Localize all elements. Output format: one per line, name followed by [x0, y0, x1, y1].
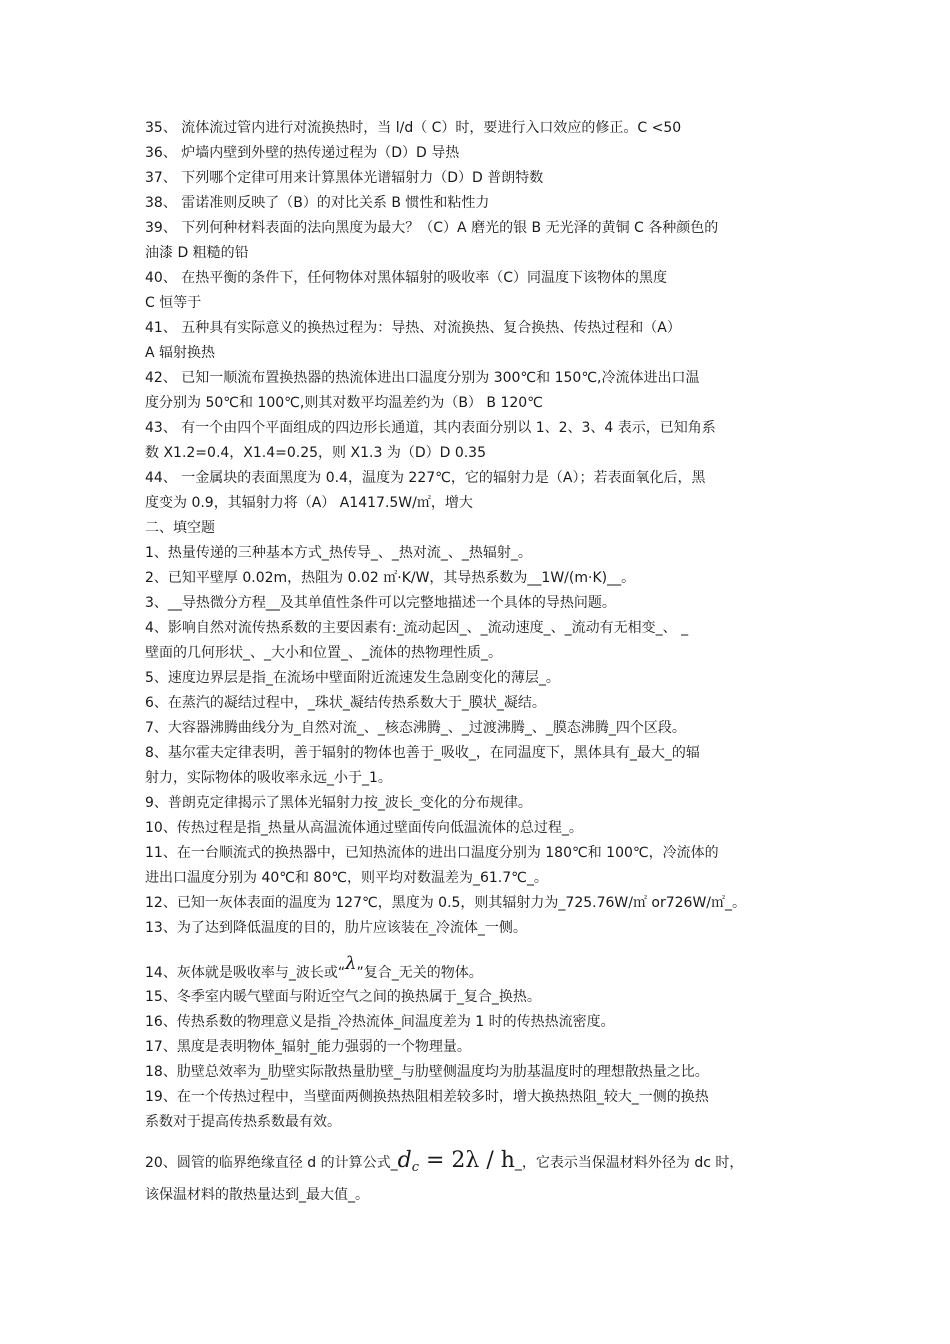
formula — [398, 1148, 515, 1173]
text-line: 8、基尔霍夫定律表明，善于辐射的物体也善于_吸收_，在同温度下，黑体具有_最大_的辐 — [145, 745, 700, 761]
text-line-formula — [145, 1141, 807, 1181]
text-line: 4、影响自然对流传热系数的主要因素有:_流动起因_、_流动速度_、_流动有无相变_、 _ — [145, 620, 689, 636]
lambda-symbol: λ — [345, 953, 357, 974]
text-line: 12、已知一灰体表面的温度为 127℃，黑度为 0.5，则其辐射力为_725.76W/㎡ or726W/㎡_。 — [145, 895, 747, 911]
section-heading: 二、填空题 — [145, 520, 215, 536]
text-line: 15、冬季室内暖气壁面与附近空气之间的换热属于_复合_换热。 — [145, 989, 541, 1005]
text-line: 7、大容器沸腾曲线分为_自然对流_、_核态沸腾_、_过渡沸腾_、_膜态沸腾_四个区段。 — [145, 720, 686, 736]
text-line: 11、在一台顺流式的换热器中，已知热流体的进出口温度分别为 180℃和 100℃，冷流体的 — [145, 845, 719, 861]
text-line: 系数对于提高传热系数最有效。 — [145, 1114, 341, 1130]
text-line: 度变为 0.9，其辐射力将（A） A1417.5W/㎡，增大 — [145, 495, 473, 511]
line20-before: 20、圆管的临界绝缘直径 d 的计算公式_ — [145, 1155, 398, 1171]
text-line: 37、 下列哪个定律可用来计算黑体光谱辐射力（D）D 普朗特数 — [145, 170, 544, 186]
text-line: 壁面的几何形状_、_大小和位置_、_流体的热物理性质_。 — [145, 645, 502, 661]
text-line: 2、已知平壁厚 0.02m，热阻为 0.02 ㎡·K/W，其导热系数为__1W/(m·K)__。 — [145, 570, 636, 586]
text-line: 9、普朗克定律揭示了黑体光辐射力按_波长_变化的分布规律。 — [145, 795, 532, 811]
text-line: 13、为了达到降低温度的目的，肋片应该装在_冷流体_一侧。 — [145, 920, 527, 936]
text-line: 40、 在热平衡的条件下，任何物体对黑体辐射的吸收率（C）同温度下该物体的黑度 — [145, 270, 668, 286]
text-line: 41、 五种具有实际意义的换热过程为：导热、对流换热、复合换热、传热过程和（A） — [145, 320, 681, 336]
text-line: 18、肋壁总效率为_肋壁实际散热量肋壁_与肋壁侧温度均为肋基温度时的理想散热量之比。 — [145, 1064, 709, 1080]
text-line: 度分别为 50℃和 100℃,则其对数平均温差约为（B） B 120℃ — [145, 395, 543, 411]
document-page — [145, 116, 807, 1208]
text-line: 17、黑度是表明物体_辐射_能力强弱的一个物理量。 — [145, 1039, 471, 1055]
formula-subscript: c — [411, 1160, 419, 1175]
text-line: 该保温材料的散热量达到_最大值_。 — [145, 1187, 369, 1203]
text-line: 35、 流体流过管内进行对流换热时，当 l/d（ C）时，要进行入口效应的修正。C <50 — [145, 120, 682, 136]
text-line: 6、在蒸汽的凝结过程中，_珠状_凝结传热系数大于_膜状_凝结。 — [145, 695, 546, 711]
text-line: 39、 下列何种材料表面的法向黑度为最大？（C）A 磨光的银 B 无光泽的黄铜 C 各种颜色的 — [145, 220, 719, 236]
line20-after: _，它表示当保温材料外径为 dc 时， — [514, 1155, 744, 1171]
text-line: 10、传热过程是指_热量从高温流体通过壁面传向低温流体的总过程_。 — [145, 820, 583, 836]
text-line: 43、 有一个由四个平面组成的四边形长通道，其内表面分别以 1、2、3、4 表示，已知角系 — [145, 420, 716, 436]
text-line: 44、 一金属块的表面黑度为 0.4，温度为 227℃，它的辐射力是（A）；若表面氧化后，黑 — [145, 470, 706, 486]
text-line: 36、 炉墙内壁到外壁的热传递过程为（D）D 导热 — [145, 145, 460, 161]
text-line: 42、 已知一顺流布置换热器的热流体进出口温度分别为 300℃和 150℃,冷流体进出口温 — [145, 370, 700, 386]
line14-after: ”复合_无关的物体。 — [356, 965, 483, 981]
text-line: 16、传热系数的物理意义是指_冷热流体_间温度差为 1 时的传热热流密度。 — [145, 1014, 615, 1030]
formula-eq: = 2λ / h — [418, 1148, 515, 1173]
text-line: 38、 雷诺准则反映了（B）的对比关系 B 惯性和粘性力 — [145, 195, 490, 211]
text-line-lambda — [145, 947, 807, 981]
text-line: 5、速度边界层是指_在流场中壁面附近流速发生急剧变化的薄层_。 — [145, 670, 560, 686]
text-line: 进出口温度分别为 40℃和 80℃，则平均对数温差为_61.7℃_。 — [145, 870, 548, 886]
text-line: 油漆 D 粗糙的铅 — [145, 245, 249, 261]
text-line: 射力，实际物体的吸收率永远_小于_1。 — [145, 770, 392, 786]
text-line: 3、__导热微分方程__及其单值性条件可以完整地描述一个具体的导热问题。 — [145, 595, 616, 611]
formula-d: d — [397, 1148, 412, 1173]
text-line: 19、在一个传热过程中，当壁面两侧换热热阻相差较多时，增大换热热阻_较大_一侧的换热 — [145, 1089, 709, 1105]
line14-before: 14、灰体就是吸收率与_波长或“ — [145, 965, 346, 981]
text-line: C 恒等于 — [145, 295, 202, 311]
text-line: 1、热量传递的三种基本方式_热传导_、_热对流_、_热辐射_。 — [145, 545, 532, 561]
text-line: A 辐射换热 — [145, 345, 216, 361]
text-line: 数 X1.2=0.4，X1.4=0.25，则 X1.3 为（D）D 0.35 — [145, 445, 486, 461]
